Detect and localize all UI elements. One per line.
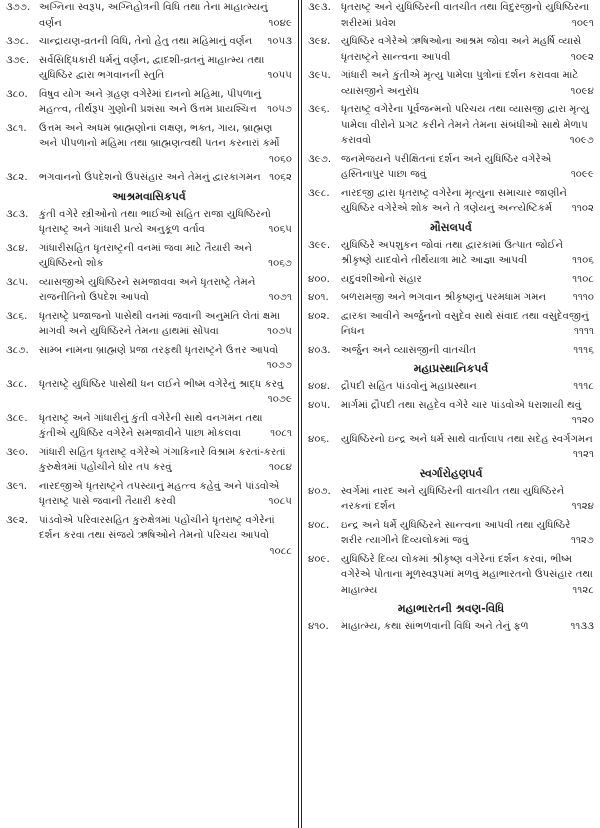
entry-number: ૩૯૮. [308,187,330,199]
index-entry [308,186,594,217]
section-heading-mahaprasthanik: મહાપ્રસ્થાનિકપર્વ [413,362,489,375]
index-entry [308,552,594,599]
entry-text [39,241,292,272]
entry-page-number: ૧૦૯૯ [570,169,594,180]
entry-number: ૩૯૯. [308,239,331,251]
entry-text [39,411,292,442]
entry-title: ભગવાનનો ઉપદેશનો ઉપસંહાર અને તેમનું દ્વારકાગમન [39,172,261,183]
index-entry [6,343,292,374]
entry-title: ધૃતરાષ્ટ્ર વગેરેના પૂર્વજન્મનો પરિચય તથા વ્યાસજી દ્વારા મૃત્યુ પામેલા વીરોને પ્રગટ કરીને તેમને તેમના સંબંધીઓ સાથે મેળાપ કરાવવો [341,104,590,146]
entry-page-number: ૧૧૧૦ [572,292,594,303]
entry-text [39,377,292,408]
index-entry [308,272,594,288]
entry-page-number: ૧૧૨૭ [570,535,594,546]
entry-number: ૩૯૩. [308,2,331,13]
index-entry [6,170,292,186]
index-entry [308,379,594,395]
entry-text [341,186,594,217]
entry-text [341,68,594,99]
entry-page-number: ૧૧૦૮ [572,273,594,285]
entry-number: ૩૮૬. [6,310,28,322]
entry-page-number: ૧૧૨૪ [571,501,594,512]
index-entry [6,241,292,272]
entry-title: ધૃતરાષ્ટ્ર અને યુધિષ્ઠિરની વાતચીત તથા વિદુરજીનો યુધિષ્ઠિરના શરીરમાં પ્રવેશ [341,2,590,29]
entry-text [341,398,594,429]
entry-text [39,343,292,374]
index-entry [6,87,292,118]
entry-number: ૩૮૮. [6,378,28,390]
entry-title: દ્વારકા આવીને અર્જુનનો વસુદેવ સાથે સંવાદ તથા વસુદેવજીનું નિધન [341,310,589,337]
index-entry [308,34,594,65]
index-entry [308,484,594,515]
entry-title: નારદજી દ્વારા ધૃતરાષ્ટ્ર વગેરેના મૃત્યુના સમાચાર જાણીને યુધિષ્ઠિર વગેરેએ શોક અને તે ત્રણેયનું અન્ત્યેષ્ટિકર્મ [341,187,567,214]
entry-text [341,272,594,288]
entry-number: ૪૦૧. [308,292,329,303]
entry-title: વિષુવ યોગ અને ગ્રહણ વગેરેમાં દાનનો મહિમા, પીપળાનું મહત્ત્વ, તીર્થરૂપ ગુણોની પ્રશંસા અને ઉત્તમ પ્રાયશ્ચિત્ત [39,88,262,115]
entry-title: ચાન્દ્રાયણ-વ્રતની વિધિ, તેનો હેતુ તથા મહિમાનું વર્ણન [39,36,253,47]
entry-number: ૩૮૪. [6,242,28,254]
entry-number: ૩૯૭. [308,153,332,165]
entry-number: ૩૭૭. [6,2,31,13]
index-entry [6,377,292,408]
right-column [308,0,594,828]
entry-title: બળરામજી અને ભગવાન શ્રીકૃષ્ણનું પરમધામ ગમન [341,292,547,303]
entry-page-number: ૧૦૬૭ [268,258,292,269]
index-entry [308,518,594,549]
entry-title: ધૃતરાષ્ટ્રે યુધિષ્ઠિર પાસેથી ધન લઈને ભીષ્મ વગેરેનું શ્રાદ્ધ કરવું [39,378,284,390]
entry-text [341,34,594,65]
entry-number: ૪૦૩. [308,344,331,356]
entry-text [341,343,594,359]
entry-page-number: ૧૦૭૫ [267,326,292,337]
entry-page-number: ૧૦૮૮ [269,545,292,557]
entry-title: ગાંધારી સહિત ધૃતરાષ્ટ્ર વગેરેએ ગંગાકિનારે વિશ્રામ કરતાં-કરતાં કુરુક્ષેત્રમાં પહોંચીને ઘોર તપ કરવું [39,446,286,473]
entry-page-number: ૧૧૩૩ [570,621,594,632]
entry-title: સ્વર્ગમાં નારદ અને યુધિષ્ઠિરની વાતચીત તથા યુધિષ્ઠિરને નરકનાં દર્શન [341,485,565,512]
entry-title: સામ્બ નામના બ્રાહ્મણે પ્રજા તરફથી ધૃતરાષ્ટ્રને ઉત્તર આપવો [39,344,279,356]
index-entry [6,53,292,84]
entry-title: અગ્નિના સ્વરૂપ, અગ્નિહોત્રની વિધિ તથા તેના માહાત્મ્યનું વર્ણન [39,2,268,29]
entry-number: ૩૯૨. [6,514,29,526]
index-entry [308,102,594,149]
entry-text [341,290,594,306]
entry-title: કુંતી વગેરે સ્ત્રીઓનો તથા ભાઈઓ સહિત રાજા યુધિષ્ઠિરનો ધૃતરાષ્ટ્ર અને ગાંધારી પ્રત્યે અનુકૂળ વર્તાવ [39,208,271,235]
entry-number: ૩૮૦. [6,88,28,100]
entry-number: ૩૯૬. [308,104,330,115]
entry-title: ધૃતરાષ્ટ્ર અને ગાંધારીનું કુંતી વગેરેની સાથે વનગમન તથા કુંતીએ યુધિષ્ઠિર વગેરેને સમજાવીને પાછા મોકલવા [39,412,263,439]
entry-number: ૩૮૩. [6,208,29,220]
index-entry [6,479,292,510]
entry-text [341,379,594,395]
entry-page-number: ૧૦૫૫ [267,70,292,81]
index-entry [308,238,594,269]
index-entry [308,432,594,463]
entry-number: ૩૭૯. [6,54,30,66]
entry-text [39,0,292,31]
index-entry [308,290,594,306]
entry-title: માર્ગમાં દ્રૌપદી તથા સહદેવ વગેરે ચાર પાંડવોએ ધરાશાયી થવું [341,399,582,411]
entry-text [39,275,292,306]
section-heading-ashramvasik: આશ્રમવાસિકપર્વ [112,189,186,203]
entry-number: ૪૦૮. [308,519,330,531]
index-entry [6,275,292,306]
entry-page-number: ૧૧૦૨ [571,203,594,214]
entry-page-number: ૧૧૧૧ [574,326,594,337]
entry-page-number: ૧૧૦૬ [572,255,594,266]
entry-title: સર્વસિદ્ધિકારી ધર્મનું વર્ણન, દ્વાદશી-વ્રતનું માહાત્મ્ય તથા યુધિષ્ઠિર દ્વારા ભગવાનની સ્તુતિ [39,54,265,81]
entry-number: ૪૦૪. [308,381,331,392]
entry-title: યદુવંશીઓનો સંહાર [341,273,422,285]
entry-number: ૩૯૧. [6,480,28,492]
section-heading-shravan-vidhi: મહાભારતની શ્રવણ-વિધિ [397,602,505,615]
entry-page-number: ૧૧૧૮ [573,381,594,392]
section-heading-mausal: મૌસલપર્વ [430,220,472,234]
index-entry [308,0,594,31]
entry-title: યુધિષ્ઠિરે અપશુકન જોવાં તથા દ્વારકામાં ઉત્પાત જોઈને શ્રીકૃષ્ણે યાદવોને તીર્થયાત્રા માટે આજ્ઞા આપવી [341,239,564,266]
index-entry [6,411,292,442]
section-heading-swargarohan: સ્વર્ગારોહણપર્વ [419,466,483,480]
index-entry [6,34,292,50]
entry-title: યુધિષ્ઠિરે દિવ્ય લોકમાં શ્રીકૃષ્ણ વગેરેનાં દર્શન કરવાં, ભીષ્મ વગેરેએ પોતાના મૂળસ્વરૂપમાં મળવું મહાભારતનો ઉપસંહાર તથા માહાત્મ્ય [341,553,593,596]
entry-page-number: ૧૦૮૫ [268,496,292,507]
entry-text [39,53,292,84]
entry-number: ૪૦૨. [308,310,330,322]
index-entry [6,121,292,168]
entry-page-number: ૧૦૮૪ [268,462,292,473]
entry-page-number: ૧૦૯૪ [570,85,594,97]
entry-number: ૪૧૦. [308,621,329,632]
entry-number: ૪૦૭. [308,485,331,497]
entry-title: દ્રૌપદી સહિત પાંડવોનું મહાપ્રસ્થાન [341,381,477,392]
entry-text [39,309,292,340]
index-entry [6,445,292,476]
index-entry [6,309,292,340]
entry-title: ઇન્દ્ર અને ધર્મે યુધિષ્ઠિરને સાન્ત્વના આપવી તથા યુધિષ્ઠિરે શરીર ત્યાગીને દિવ્યલોકમાં જવું [341,519,571,546]
entry-page-number: ૧૦૯૧ [571,17,594,29]
entry-page-number: ૧૦૫૩ [267,36,292,47]
entry-title: વ્યાસજીએ યુધિષ્ઠિરને સમજાવવા અને ધૃતરાષ્ટ્રે તેમને રાજનીતિનો ઉપદેશ આપવો [39,276,256,303]
entry-title: ગાંધારી અને કુંતીએ મૃત્યુ પામેલા પુત્રોનાં દર્શન કરાવવા માટે વ્યાસજીને અનુરોધ [341,70,579,97]
entry-text [341,238,594,269]
entry-number: ૩૯૦. [6,446,29,458]
entry-page-number: ૧૧૧૬ [573,344,594,356]
entry-text [341,432,594,463]
entry-page-number: ૧૦૮૧ [270,428,292,439]
entry-text [341,0,594,31]
entry-text [341,102,594,149]
index-entry [308,343,594,359]
entry-title: માહાત્મ્ય, કથા સાંભળવાની વિધિ અને તેનું ફળ [341,621,529,632]
entry-number: ૩૮૭. [6,344,29,356]
entry-text [39,170,292,186]
entry-text [341,619,594,635]
entry-number: ૩૮૨. [6,172,28,183]
entry-number: ૩૮૧. [6,122,27,134]
entry-text [39,513,292,560]
entry-title: ધૃતરાષ્ટ્રે પ્રજાજનો પાસેથી વનમાં જવાની અનુમતિ લેતાં ક્ષમા માગવી અને યુધિષ્ઠિરને તેમના હાથમાં સોંપવા [39,310,280,337]
index-entry [308,619,594,635]
entry-number: ૪૦૯. [308,553,330,565]
left-column [6,0,292,828]
index-entry [308,398,594,429]
entry-number: ૪૦૬. [308,433,330,445]
entry-text [39,207,292,238]
entry-page-number: ૧૦૭૭ [266,360,292,371]
entry-text [39,445,292,476]
index-entry [6,0,292,31]
entry-text [341,309,594,340]
entry-page-number: ૧૧૨૦ [571,415,594,426]
entry-page-number: ૧૦૬૫ [268,224,292,235]
entry-page-number: ૧૧૨૮ [572,584,594,596]
entry-title: પાંડવોએ પરિવારસહિત કુરુક્ષેત્રમાં પહોંચીને ધૃતરાષ્ટ્ર વગેરેનાં દર્શન કરવા તથા સંજયે ઋષિઓને તેમનો પરિચય આપવો [39,514,275,541]
column-divider-right [301,0,302,828]
entry-title: યુધિષ્ઠિરનો ઇન્દ્ર અને ધર્મ સાથે વાર્તાલાપ તથા સદેહ સ્વર્ગગમન [341,433,593,445]
column-divider-left [298,0,299,828]
entry-page-number: ૧૦૫૭ [267,104,292,115]
entry-title: ઉત્તમ અને અધમ બ્રાહ્મણોનાં લક્ષણ, ભક્ત, ગાય, બ્રાહ્મણ અને પીપળાનો મહિમા તથા બ્રાહ્મણત્વથી પતન કરનારાં કર્મો [39,122,280,149]
entry-text [39,479,292,510]
entry-page-number: ૧૦૬૦ [269,153,292,165]
entry-number: ૪૦૦. [308,273,330,285]
entry-text [39,34,292,50]
entry-number: ૩૮૫. [6,276,29,288]
index-entry [6,207,292,238]
entry-text [39,87,292,118]
entry-title: નારદજીએ ધૃતરાષ્ટ્રને તપસ્યાનું મહત્ત્વ કહેવું અને પાંડવોએ ધૃતરાષ્ટ્ર પાસે જવાની તૈયારી કરવી [39,480,280,507]
index-entry [308,152,594,183]
index-entry [308,309,594,340]
entry-number: ૩૯૫. [308,70,331,81]
entry-page-number: ૧૦૭૯ [267,394,292,405]
entry-text [39,121,292,168]
entry-title: યુધિષ્ઠિર વગેરેએ ઋષિઓના આશ્રમ જોવા અને મહર્ષિ વ્યાસે ધૃતરાષ્ટ્રને સાન્ત્વના આપવી [341,36,582,63]
entry-page-number: ૧૦૯૭ [569,135,594,146]
entry-title: અર્જુન અને વ્યાસજીની વાતચીત [341,344,477,356]
entry-page-number: ૧૦૪૯ [268,17,292,29]
entry-page-number: ૧૦૭૧ [268,292,292,303]
index-entry [308,68,594,99]
entry-page-number: ૧૧૨૧ [573,449,594,460]
entry-page-number: ૧૦૬૨ [269,172,292,183]
index-entry [6,513,292,560]
entry-number: ૩૭૮. [6,36,29,47]
entry-number: ૩૮૯. [6,412,28,424]
entry-title: ગાંધારીસહિત ધૃતરાષ્ટ્રની વનમાં જવા માટે તૈયારી અને યુધિષ્ઠિરનો શોક [39,242,253,269]
entry-text [341,152,594,183]
entry-number: ૩૯૪. [308,36,331,47]
entry-text [341,552,594,599]
entry-number: ૪૦૫. [308,399,331,411]
entry-page-number: ૧૦૯૨ [570,51,594,63]
entry-text [341,484,594,515]
entry-title: જનમેજયને પરીક્ષિતનાં દર્શન અને યુધિષ્ઠિર વગેરેએ હસ્તિનાપુર પાછા જવું [341,153,552,180]
entry-text [341,518,594,549]
